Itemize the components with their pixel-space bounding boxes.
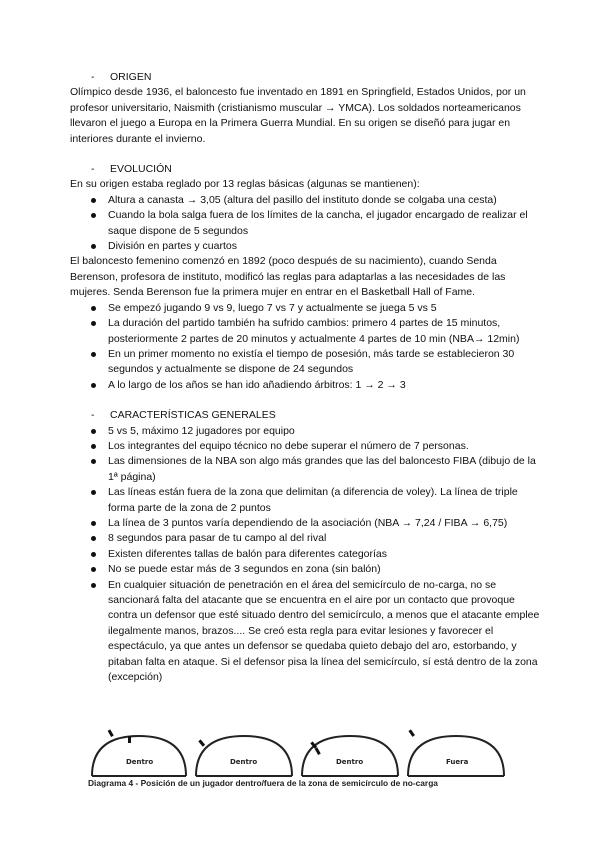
list-item: No se puede estar más de 3 segundos en zona (sin balón)	[70, 562, 540, 577]
heading-title: EVOLUCIÓN	[110, 163, 172, 176]
diagram-panel-4	[408, 729, 504, 776]
diagram-panel-3	[302, 736, 398, 776]
heading-dash: -	[91, 163, 95, 176]
diagram-label: Fuera	[446, 758, 469, 766]
evolucion-changes-list	[70, 301, 540, 393]
caracteristicas-list	[70, 424, 540, 686]
list-item: La duración del partido también ha sufrido cambios: primero 4 partes de 15 minutos, posteriormente 2 partes de 20 minutos y actualmente 4 partes de 10 min (NBA→ 12min)	[70, 316, 540, 347]
diagram-label: Dentro	[336, 758, 364, 766]
list-item: Existen diferentes tallas de balón para diferentes categorías	[70, 547, 540, 562]
diagram-panel-2	[196, 736, 292, 776]
diagram-figure	[84, 728, 524, 778]
player-foot-icon	[198, 739, 205, 746]
list-item: Las líneas están fuera de la zona que delimitan (a diferencia de voley). La línea de triple forma parte de la zona de 2 puntos	[70, 485, 540, 516]
list-item: Las dimensiones de la NBA son algo más grandes que las del baloncesto FIBA (dibujo de la 1ª página)	[70, 454, 540, 485]
section-heading-evolucion	[70, 162, 540, 177]
player-foot-icon	[408, 729, 414, 736]
diagram-label: Dentro	[126, 758, 154, 766]
semicircle-line	[302, 736, 398, 776]
diagram-caption: Diagrama 4 - Posición de un jugador dentro/fuera de la zona de semicírculo de no-carga	[88, 778, 438, 788]
semicircle-line	[408, 736, 504, 776]
list-item: Altura a canasta → 3,05 (altura del pasillo del instituto donde se colgaba una cesta)	[70, 193, 540, 208]
semicircle-line	[92, 736, 186, 776]
list-item: A lo largo de los años se han ido añadiendo árbitros: 1 → 2 → 3	[70, 378, 540, 393]
diagram-panel-1	[92, 729, 186, 776]
list-item: 5 vs 5, máximo 12 jugadores por equipo	[70, 424, 540, 439]
list-item: La línea de 3 puntos varía dependiendo de la asociación (NBA → 7,24 / FIBA → 6,75)	[70, 516, 540, 531]
list-item: En un primer momento no existía el tiempo de posesión, más tarde se establecieron 30 segundos y actualmente se dispone de 24 segundos	[70, 347, 540, 378]
list-item: División en partes y cuartos	[70, 239, 540, 254]
list-item: Se empezó jugando 9 vs 9, luego 7 vs 7 y actualmente se juega 5 vs 5	[70, 301, 540, 316]
player-foot-icon	[128, 736, 131, 743]
heading-dash: -	[91, 409, 95, 422]
player-foot-icon	[315, 747, 321, 755]
section-heading-caracteristicas	[70, 408, 540, 423]
list-item: Los integrantes del equipo técnico no debe superar el número de 7 personas.	[70, 439, 540, 454]
origen-paragraph: Olímpico desde 1936, el baloncesto fue inventado en 1891 en Springfield, Estados Unidos, por un profesor universitario, Naismith (cristianismo muscular → YMCA). Los soldados norteamericanos llevaron el juego a Europa en la Primera Guerra Mundial. En su origen se diseñó para jugar en interiores durante el invierno.	[70, 86, 526, 145]
section-heading-origen	[70, 70, 540, 85]
document-body	[70, 70, 540, 685]
list-item: Cuando la bola salga fuera de los límites de la cancha, el jugador encargado de realizar el saque dispone de 5 segundos	[70, 208, 540, 239]
heading-title: ORIGEN	[110, 71, 152, 83]
diagram-label: Dentro	[230, 758, 258, 766]
list-item: En cualquier situación de penetración en el área del semicírculo de no-carga, no se sancionará falta del atacante que se encuentra en el aire por un contacto que provoque contra un defensor que esté situado dentro del semicírculo, a menos que el atacante emplee ilegalmente manos, brazos.... Se creó esta regla para evitar lesiones y favorecer el espectáculo, ya que antes un defensor se quedaba quieto debajo del aro, estorbando, y pitaban falta en ataque. Si el defensor pisa la línea del semicírculo, sí está dentro de la zona (excepción)	[70, 578, 540, 686]
evolucion-paragraph: El baloncesto femenino comenzó en 1892 (poco después de su nacimiento), cuando Senda Berenson, profesora de instituto, modificó las reglas para adaptarlas a las necesidades de las mujeres. Senda Berenson fue la primera mujer en entrar en el Basketball Hall of Fame.	[70, 255, 506, 299]
semicircle-line	[196, 736, 292, 776]
list-item: 8 segundos para pasar de tu campo al del rival	[70, 531, 540, 546]
evolucion-intro: En su origen estaba reglado por 13 reglas básicas (algunas se mantienen):	[70, 178, 420, 191]
player-foot-icon	[108, 729, 114, 737]
evolucion-rules-list	[70, 193, 540, 255]
heading-title: CARACTERÍSTICAS GENERALES	[110, 409, 276, 422]
heading-dash: -	[91, 71, 95, 83]
